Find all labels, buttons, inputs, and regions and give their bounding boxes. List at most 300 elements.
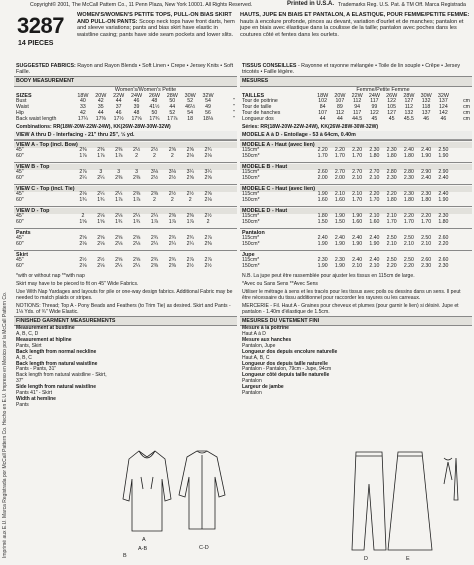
yardage-value: 2¼	[115, 263, 123, 270]
yardage-value: 2.10	[352, 191, 363, 198]
yardage-value: 2¼	[168, 241, 176, 248]
measure-value: 52	[169, 109, 176, 116]
yardage-unit	[217, 198, 235, 204]
fabric-width: 45"	[16, 191, 24, 198]
yardage-value: 2.20	[438, 241, 449, 248]
yardage-value: 2¾	[150, 257, 159, 264]
yardage-value: 2.40	[352, 235, 363, 242]
yardage-value: 1¾	[79, 196, 87, 203]
yardage-value: 2.80	[403, 169, 414, 176]
measure-value: 50	[151, 109, 158, 116]
en-title: VIEW B - Top	[14, 164, 237, 170]
yardage-value: 1.70	[317, 152, 328, 159]
interfacing-note: VIEW A thru D - Interfacing - 21" thru 25", ½ yd.	[14, 131, 237, 140]
finished-line: Pantalon, Jupe	[242, 342, 276, 349]
measure-value: 17¾	[149, 115, 160, 122]
yardage-value: 2⅞	[79, 169, 87, 176]
finished-line: Pants	[16, 401, 29, 408]
yardage-value: 2.00	[317, 174, 328, 181]
yardage-unit	[217, 176, 235, 182]
yardage-value: 2⅛	[97, 213, 105, 220]
yardage-unit	[452, 220, 470, 226]
finished-line: Back length from natural waistline	[16, 360, 98, 367]
yardage-value: 2.50	[403, 257, 414, 264]
sketch-label-cd: C-D	[199, 545, 209, 551]
yardage-value: 1.50	[334, 219, 345, 225]
yardage-value: 2½	[204, 263, 212, 270]
french-yardage	[240, 140, 472, 272]
measure-value: 46½	[185, 103, 196, 110]
finished-line: Measurement at hipline	[16, 336, 72, 343]
yardage-value: 1.80	[369, 152, 380, 159]
yardage-value: 1⅞	[79, 152, 87, 159]
yardage-value: 2	[152, 196, 156, 203]
fr-sizes-label: TAILLES	[242, 92, 265, 99]
measure-label: Tour de hanches	[242, 109, 281, 116]
yardage-value: 2¾	[204, 147, 212, 154]
size-18w: 18W	[77, 92, 89, 99]
measure-value: 132	[421, 98, 431, 105]
finished-line: Mesure à la poitrine	[242, 325, 289, 332]
fabric-width: 115cm*	[242, 257, 260, 264]
size-32w: 32W	[437, 92, 449, 99]
yardage-value: 1¾	[132, 219, 141, 225]
yardage-value: 2.10	[403, 241, 414, 248]
yardage-value: 2.70	[369, 169, 380, 176]
measure-value: 137	[439, 98, 448, 105]
measure-value: 17¼	[77, 115, 88, 122]
yardage-value: 2.30	[438, 263, 449, 270]
measure-value: 102	[318, 98, 327, 105]
yardage-value: 3⅛	[168, 169, 176, 176]
yardage-value: 2½	[168, 174, 176, 181]
yardage-value: 1.70	[421, 219, 432, 225]
suggested-label: SUGGESTED FABRICS:	[16, 63, 76, 69]
side-vertical-text	[0, 10, 13, 565]
measure-label: Tour de poitrine	[242, 98, 278, 105]
notions: NOTIONS: Thread; Top A - Pony Beads and Feathers (to Trim Tie) as desired. Skirt and Pants - 1⅛ Yds. of ¾" Wide Elastic.	[16, 302, 231, 315]
finished-line: Pantalon	[242, 378, 262, 385]
measure-value: 18	[187, 115, 194, 122]
measure-row	[240, 117, 472, 123]
yardage-unit	[217, 242, 235, 248]
fabric-width: 115cm*	[242, 235, 260, 242]
yardage-value: 2½	[186, 263, 194, 270]
size-24w: 24W	[131, 92, 143, 99]
yardage-value: 2⅛	[204, 152, 212, 159]
yardage-value: 2.80	[386, 169, 397, 176]
yardage-value: 2	[170, 196, 174, 203]
measure-value: 39	[133, 103, 140, 110]
measure-label: Bust	[16, 98, 27, 105]
yardage-value: 1.90	[317, 191, 328, 198]
size-group: Women's/Women's Petite	[114, 86, 177, 93]
yardage-value: 2.70	[334, 169, 345, 176]
measure-value: 46	[115, 109, 122, 116]
garment-sketches-tops	[115, 437, 237, 565]
sketch-label-d: D	[364, 556, 368, 562]
fr-title: Jupe	[242, 251, 255, 258]
yardage-value: 2¾	[168, 235, 176, 242]
yardage-value: 3	[117, 169, 121, 176]
finished-line: Pants 41" - Skirt	[16, 390, 52, 397]
yardage-value: 2.40	[369, 257, 380, 264]
fabric-width: 45"	[16, 235, 24, 242]
yardage-unit	[452, 198, 470, 204]
yardage-unit	[452, 264, 470, 270]
finished-line: Longueur dos depuis encolure naturelle	[242, 348, 338, 355]
size-20w: 20W	[334, 92, 346, 99]
yardage-value: 3	[135, 169, 138, 176]
french-description	[240, 12, 470, 38]
fabric-width: 45"	[16, 147, 24, 154]
yardage-row	[14, 220, 237, 226]
size-22w: 22W	[113, 92, 125, 99]
yardage-value: 1.90	[334, 241, 345, 248]
yardage-value: 1.90	[438, 196, 449, 203]
size-22w: 22W	[351, 92, 363, 99]
fr-finished-title: MESURES DU VETEMENT FINI	[240, 316, 472, 326]
yardage-row	[240, 154, 472, 160]
measure-value: 42	[80, 109, 86, 116]
fabric-width: 115cm*	[242, 169, 260, 176]
yardage-value: 1.80	[421, 196, 432, 203]
yardage-value: 2.20	[403, 263, 414, 270]
yardage-value: 2.10	[352, 174, 363, 181]
yardage-value: 1.60	[369, 219, 380, 225]
yardage-value: 1⅝	[79, 219, 87, 225]
yardage-value: 2	[188, 196, 192, 203]
en-pants	[14, 228, 237, 250]
measure-unit: cm	[463, 109, 470, 116]
yardage-value: 2.20	[386, 191, 397, 198]
yardage-value: 1.70	[352, 152, 363, 159]
yardage-value: 2¼	[132, 263, 141, 270]
english-description	[77, 12, 235, 38]
measure-value: 54	[187, 109, 194, 116]
measure-value: 42	[97, 98, 104, 105]
measure-value: 45.5	[403, 115, 414, 122]
yardage-value: 3⅛	[150, 169, 159, 176]
yardage-value: 1.80	[438, 219, 449, 225]
yardage-value: 2.50	[403, 235, 414, 242]
yardage-value: 1⅞	[132, 196, 141, 203]
yardage-value: 2⅝	[115, 235, 123, 242]
size-28w: 28W	[403, 92, 415, 99]
yardage-unit	[452, 176, 470, 182]
yardage-value: 2.50	[438, 147, 449, 154]
measure-value: 94	[354, 103, 361, 110]
measure-label: Tour de taille	[242, 103, 272, 110]
measure-value: 37	[115, 103, 122, 110]
yardage-value: 1¾	[115, 219, 123, 225]
yardage-value: 2⅛	[79, 241, 87, 248]
yardage-value: 2⅛	[79, 263, 87, 270]
yardage-value: 2¾	[186, 235, 194, 242]
yardage-value: 2.40	[317, 235, 328, 242]
yardage-value: 1.70	[369, 196, 380, 203]
yardage-value: 1¾	[97, 196, 105, 203]
yardage-value: 2⅛	[204, 196, 212, 203]
measure-value: 44	[336, 115, 343, 122]
size-26w: 26W	[148, 92, 160, 99]
english-title: WOMEN'S/WOMEN'S PETITE TOPS, PULL-ON BIAS SKIRT AND PULL-ON PANTS:	[77, 12, 232, 25]
yardage-value: 2¼	[115, 191, 123, 198]
yardage-value: 2⅜	[150, 191, 159, 198]
fr-title: MODELE A - Haut (avec lien)	[240, 142, 472, 148]
yardage-value: 2⅝	[186, 147, 194, 154]
yardage-value: 2	[81, 213, 85, 220]
yardage-row	[14, 198, 237, 204]
yardage-value: 2.30	[403, 174, 414, 181]
yardage-value: 2.10	[334, 191, 345, 198]
tissus-conseilles	[240, 62, 472, 76]
yardage-value: 2.40	[438, 174, 449, 181]
finished-line: A, B, C, D	[16, 331, 39, 338]
yardage-value: 2⅛	[97, 263, 105, 270]
measure-value: 33	[80, 103, 86, 110]
english-desc: Scoop neck tops have front darts, hem and sleeve variations; pants and bias skirt have elastic in waistline casing; pants have side seam pockets and lower slits.	[77, 18, 235, 38]
fr-title: MODELE B - Haut	[240, 164, 472, 170]
yardage-unit	[217, 154, 235, 160]
fr-jupe	[240, 250, 472, 272]
measure-value: 46	[423, 115, 430, 122]
yardage-row	[240, 176, 472, 182]
yardage-row	[14, 176, 237, 182]
fabric-width: 60"	[16, 263, 24, 270]
yardage-value: 2¼	[97, 191, 105, 198]
yardage-value: 1⅝	[97, 219, 105, 225]
french-finished-list	[240, 326, 348, 397]
sketch-label-ab: A-B	[138, 546, 148, 552]
yardage-unit	[217, 220, 235, 226]
french-header	[240, 10, 472, 62]
yardage-value: 2⅜	[79, 147, 87, 154]
yardage-value: 2¼	[97, 174, 105, 181]
finished-line: A, B, C	[16, 354, 32, 361]
measure-unit: "	[233, 115, 235, 122]
yardage-value: 2⅜	[150, 263, 159, 270]
yardage-value: 2½	[186, 191, 194, 198]
yardage-value: 1⅞	[97, 152, 105, 159]
yardage-value: 2.10	[352, 263, 363, 270]
yardage-value: 1⅞	[186, 219, 194, 225]
pattern-number: 3287	[17, 13, 64, 38]
measure-value: 41½	[149, 103, 160, 110]
measure-value: 17⅜	[95, 115, 106, 122]
size-28w: 28W	[166, 92, 178, 99]
fr-title: MODELE D - Haut	[240, 208, 472, 214]
yardage-value: 1.90	[317, 263, 328, 270]
yardage-value: 1⅞	[115, 196, 123, 203]
yardage-value: 2.40	[334, 235, 345, 242]
yardage-value: 2⅞	[204, 235, 212, 242]
yardage-value: 2.40	[369, 235, 380, 242]
english-yardage	[14, 140, 237, 272]
mercerie: MERCERIE - Fil. Haut A - Graines pour cheveux et plumes (pour garnir le lien) si désiré. Jupe et pantalon - 1.40m d'élastique de 1.5cm.	[242, 302, 459, 315]
yardage-value: 2¼	[150, 213, 159, 220]
measure-value: 112	[404, 103, 414, 110]
yardage-value: 2.50	[386, 257, 397, 264]
yardage-value: 1⅞	[115, 152, 123, 159]
yardage-value: 2½	[132, 147, 141, 154]
yardage-row	[14, 264, 237, 270]
measure-unit: cm	[463, 115, 470, 122]
yardage-value: 2.30	[386, 147, 397, 154]
yardage-value: 1.50	[317, 219, 328, 225]
size-32w: 32W	[202, 92, 214, 99]
measure-unit: "	[233, 103, 235, 110]
en-title: VIEW C - Top (incl. Tie)	[14, 186, 237, 192]
series: Séries: RR(18W-20W-22W-24W), KK(26W-28W-30W-32W)	[242, 123, 379, 130]
size-18w: 18W	[317, 92, 329, 99]
en-view_d	[14, 206, 237, 228]
yardage-value: 2	[206, 219, 210, 225]
yardage-value: 1.90	[352, 213, 363, 220]
english-notes	[14, 272, 237, 302]
yardage-value: 1.70	[334, 152, 345, 159]
french-title: HAUTS, JUPE EN BIAIS ET PANTALON, A ELASTIQUE, POUR FEMME/PETITE FEMME:	[240, 12, 470, 18]
yardage-value: 2.20	[421, 213, 432, 220]
english-finished-list	[14, 326, 112, 409]
fabric-width: 150cm*	[242, 263, 260, 270]
fr-modele_d	[240, 206, 472, 228]
fabric-width: 60"	[16, 152, 24, 159]
yardage-row	[240, 242, 472, 248]
measure-value: 117	[370, 98, 379, 105]
yardage-value: 1.70	[386, 219, 397, 225]
measure-value: 107	[318, 109, 327, 116]
yardage-value: 2.20	[403, 213, 414, 220]
en-skirt	[14, 250, 237, 272]
fabric-width: 150cm*	[242, 241, 260, 248]
fr-modele_c	[240, 184, 472, 206]
yardage-value: 2.20	[352, 147, 363, 154]
yardage-value: 2⅝	[115, 257, 123, 264]
yardage-value: 3	[99, 169, 103, 176]
copyright-strip	[0, 0, 474, 10]
measure-label: Hip	[16, 109, 24, 116]
yardage-value: 3¼	[204, 169, 212, 176]
measure-value: 137	[421, 109, 431, 116]
yardage-value: 2	[135, 152, 138, 159]
measure-value: 127	[387, 109, 396, 116]
measure-value: 52	[187, 98, 194, 105]
fabric-width: 60"	[16, 196, 24, 203]
note-line: N.B. La jupe peut être rassemblée pour ajuster les tissus en 115cm de large.	[242, 272, 415, 279]
copyright-text: Copyright© 2001, The McCall Pattern Co., 11 Penn Plaza, New York 10001. All Rights Reserved.	[30, 2, 253, 8]
yardage-value: 2	[152, 152, 156, 159]
measure-value: 112	[352, 98, 362, 105]
size-26w: 26W	[386, 92, 398, 99]
yardage-value: 2⅜	[132, 174, 141, 181]
finished-line: Longueur côté depuis taille naturelle	[242, 372, 330, 379]
yardage-value: 2⅛	[97, 241, 105, 248]
fabric-width: 60"	[16, 241, 24, 248]
en-title: Skirt	[16, 251, 28, 258]
yardage-value: 2¼	[186, 241, 194, 248]
note-line: Utiliser le métrage à sens et les tracés pour les tissus avec poils ou dessins dans un sens. Il peut être nécessaire du tissu additionnel pour raccorder les rayures ou les carreaux.	[242, 288, 461, 301]
yardage-value: 2⅝	[168, 147, 176, 154]
yardage-value: 2.30	[317, 257, 328, 264]
yardage-value: 1.80	[386, 196, 397, 203]
yardage-value: 2.00	[334, 174, 345, 181]
yardage-value: 2⅛	[79, 191, 87, 198]
finished-line: Pants - Pants, 31"	[16, 366, 57, 373]
measure-value: 99	[371, 103, 378, 110]
measure-unit: cm	[463, 103, 470, 110]
yardage-unit	[452, 154, 470, 160]
finished-line: Side length from natural waistline	[16, 384, 97, 391]
en-title: VIEW D - Top	[14, 208, 237, 214]
sizes-label: SIZES	[16, 92, 32, 99]
yardage-value: 2.30	[421, 191, 432, 198]
measure-value: 44	[115, 98, 122, 105]
suggested-text: Rayon and Rayon Blends • Soft Linen • Crepe • Jersey Knits • Soft Faille.	[16, 63, 234, 76]
yardage-value: 2⅝	[204, 174, 212, 181]
fabric-width: 45"	[16, 213, 24, 220]
french-notes	[240, 272, 472, 302]
yardage-value: 1.60	[334, 196, 345, 203]
yardage-value: 2.10	[386, 213, 397, 220]
yardage-value: 1.90	[369, 241, 380, 248]
finished-title: FINISHED GARMENT MEASUREMENTS	[14, 316, 237, 326]
yardage-unit	[452, 242, 470, 248]
yardage-value: 1⅞	[150, 219, 159, 225]
yardage-value: 1⅞	[168, 219, 176, 225]
yardage-value: 2.90	[438, 169, 449, 176]
measure-value: 56	[205, 109, 211, 116]
yardage-value: 2½	[97, 257, 105, 264]
fr-modele_a	[240, 140, 472, 162]
yardage-value: 2.20	[334, 147, 345, 154]
yardage-value: 2⅛	[115, 241, 123, 248]
french-desc: hauts à encolure profonde, pinces au devant, variation d'ourlet et de manches; pantalon et jupe en biais avec élastique dans la coulisse de la taille; pantalon avec poches dans les coutures côté et fentes dans les ourlets.	[240, 18, 464, 38]
yardage-value: 2½	[168, 191, 176, 198]
yardage-value: 2.40	[438, 191, 449, 198]
measure-unit: "	[233, 98, 235, 105]
yardage-value: 2⅛	[132, 241, 141, 248]
yardage-value: 2⅛	[115, 213, 123, 220]
en-view_b	[14, 162, 237, 184]
finished-line: Haut A à D	[242, 331, 266, 338]
yardage-value: 1.80	[403, 196, 414, 203]
yardage-value: 2.10	[369, 263, 380, 270]
yardage-value: 2⅝	[132, 257, 141, 264]
yardage-value: 2.30	[369, 147, 380, 154]
measure-label: Back waist length	[16, 115, 57, 122]
yardage-value: 2.30	[334, 257, 345, 264]
yardage-value: 2½	[79, 257, 87, 264]
yardage-value: 1.70	[403, 219, 414, 225]
measure-value: 46	[133, 98, 140, 105]
fr-modele_b	[240, 162, 472, 184]
en-title: Pants	[16, 229, 31, 236]
fr-pantalon	[240, 228, 472, 250]
english-header	[14, 10, 237, 62]
yardage-value: 2⅝	[79, 235, 87, 242]
measure-value: 118	[421, 103, 431, 110]
yardage-row	[240, 220, 472, 226]
yardage-value: 2¾	[150, 235, 159, 242]
en-view_a	[14, 140, 237, 162]
printed-label: Printed in U.S.A.	[287, 1, 335, 7]
yardage-value: 2⅞	[186, 257, 194, 264]
yardage-value: 1.90	[334, 213, 345, 220]
measure-value: 44	[97, 109, 104, 116]
yardage-value: 2.20	[369, 191, 380, 198]
measure-value: 49	[205, 103, 211, 110]
